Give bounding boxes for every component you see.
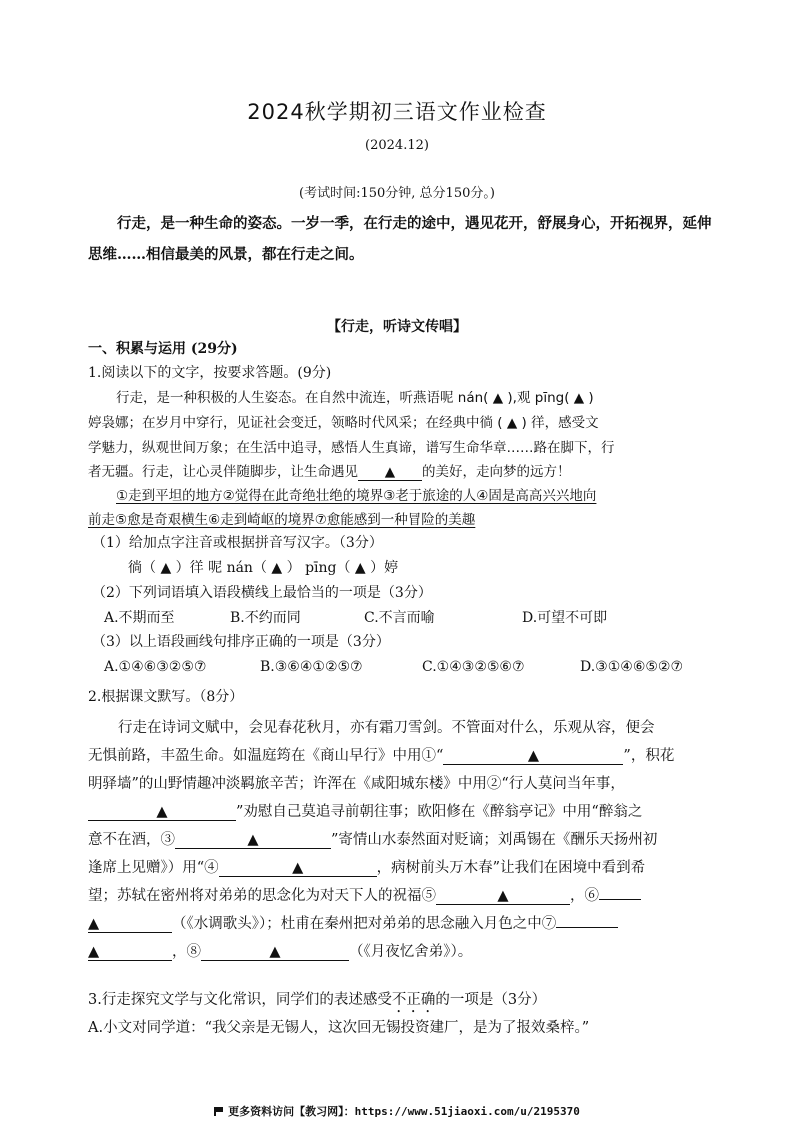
q2-blank-4[interactable]: ▲ xyxy=(219,860,377,877)
q2-line-7 xyxy=(88,884,641,905)
footer-text[interactable]: 更多资料访问【教习网】：https://www.51jiaoxi.com/u/2195370 xyxy=(228,1105,580,1118)
q2-line-6 xyxy=(88,856,645,877)
q1-sub2-option-a[interactable]: A.不期而至 xyxy=(104,610,175,626)
q1-passage-line-4 xyxy=(88,460,571,481)
q1-sub3-option-b[interactable]: B.③⑥④①②⑤⑦ xyxy=(260,659,363,675)
q2-line6-text-b: ，病树前头万木春”让我们在困境中看到希 xyxy=(376,860,646,876)
q2-blank-8[interactable]: ▲ xyxy=(201,944,349,961)
q2-line-8 xyxy=(88,912,618,933)
q2-line8-text: （《水调歌头》）；杜甫在秦州把对弟弟的思念融入月色之中⑦ xyxy=(172,916,557,932)
q1-passage-line-3: 学魅力，纵观世间万象；在生活中追寻，感悟人生真谛，谱写生命华章……路在脚下，行 xyxy=(88,440,615,456)
q2-line9-text-a: ，⑧ xyxy=(172,944,201,960)
q2-line-4 xyxy=(88,800,642,821)
q2-line2-text-a: 无惧前路，丰盈生命。如温庭筠在《商山早行》中用①“ xyxy=(88,748,444,764)
q2-line-1: 行走在诗词文赋中，会见春花秋月，亦有霜刀雪剑。不管面对什么，乐观从容，便会 xyxy=(118,720,655,736)
q2-blank-1[interactable]: ▲ xyxy=(443,748,623,765)
q1-sub3-option-d[interactable]: D.③①④⑥⑤②⑦ xyxy=(580,659,684,675)
q1-underlined-line-1: ①走到平坦的地方②觉得在此奇绝壮绝的境界③老于旅途的人④固是高高兴兴地向 xyxy=(116,488,597,504)
q2-blank-6b[interactable]: ▲ xyxy=(88,916,172,933)
exam-info: (考试时间:150分钟, 总分150分。) xyxy=(299,186,495,201)
q3-stem-text-b: 的一项是（3分） xyxy=(435,992,547,1008)
q1-sub2-option-d[interactable]: D.可望不可即 xyxy=(522,610,608,626)
page-title: 2024秋学期初三语文作业检查 xyxy=(247,100,547,124)
q2-line9-text-b: （《月夜忆舍弟》）。 xyxy=(349,944,473,960)
q2-blank-6a[interactable] xyxy=(599,899,641,900)
q2-line5-text-b: ”寄情山水泰然面对贬谪；刘禹锡在《酬乐天扬州初 xyxy=(331,832,658,848)
q2-blank-7b[interactable]: ▲ xyxy=(88,944,172,961)
q3-option-a[interactable]: A.小文对同学道：“我父亲是无锡人，这次回无锡投资建厂，是为了报效桑梓。” xyxy=(88,1020,590,1036)
q3-stem-text-a: 3.行走探究文学与文化常识，同学们的表述感受 xyxy=(88,992,392,1008)
q2-line5-text-a: 意不在酒，③ xyxy=(88,832,175,848)
q1-sub3-option-a[interactable]: A.①④⑥③②⑤⑦ xyxy=(104,659,207,675)
q2-line-3: 明驿墙”的山野情趣冲淡羁旅辛苦；许浑在《咸阳城东楼》中用②“行人莫问当年事， xyxy=(88,776,625,792)
q2-line7-text-a: 望；苏轼在密州将对弟弟的思念化为对天下人的祝福⑤ xyxy=(88,888,436,904)
q1-sub2: （2）下列词语填入语段横线上最恰当的一项是（3分） xyxy=(92,585,432,601)
part-heading: 一、积累与运用 (29分) xyxy=(88,341,238,357)
q3-stem xyxy=(88,988,546,1016)
q1-stem: 1.阅读以下的文字，按要求答题。(9分) xyxy=(88,365,332,381)
q2-stem: 2.根据课文默写。（8分） xyxy=(88,689,244,705)
q2-line-9 xyxy=(88,940,472,961)
q1-sub3: （3）以上语段画线句排序正确的一项是（3分） xyxy=(92,634,390,650)
exam-date: (2024.12) xyxy=(365,138,429,153)
q3-stem-emphasis: 不正确 xyxy=(391,992,436,1008)
q2-blank-5[interactable]: ▲ xyxy=(436,888,570,905)
q1-fill-blank[interactable]: ▲ xyxy=(358,464,422,481)
q1-passage-line-1: 行走，是一种积极的人生姿态。在自然中流连，听燕语呢 nán( ▲ ),观 pīng( ▲ ) xyxy=(116,390,594,406)
q1-line4-text-b: 的美好，走向梦的远方！ xyxy=(422,464,571,480)
q2-blank-2[interactable]: ▲ xyxy=(88,804,236,821)
q1-sub2-option-b[interactable]: B.不约而同 xyxy=(230,610,301,626)
q2-blank-3[interactable]: ▲ xyxy=(175,832,331,849)
q1-sub1: （1）给加点字注音或根据拼音写汉字。（3分） xyxy=(92,535,383,551)
q1-sub1-items: 徜（ ▲ ）徉 呢 nán（ ▲ ） pīng（ ▲ ）婷 xyxy=(128,560,399,576)
q2-line2-text-b: ”，积花 xyxy=(623,748,675,764)
q2-line6-text-a: 逢席上见赠》）用“④ xyxy=(88,860,219,876)
footer-link[interactable] xyxy=(0,1103,794,1119)
q2-line4-text: ”劝慰自己莫追寻前朝往事；欧阳修在《醉翁亭记》中用“醉翁之 xyxy=(236,804,643,820)
q1-sub3-option-c[interactable]: C.①④③②⑤⑥⑦ xyxy=(422,659,525,675)
q2-blank-7a[interactable] xyxy=(556,927,618,928)
q1-passage-line-2: 婷袅娜；在岁月中穿行，见证社会变迁，领略时代风采；在经典中徜 ( ▲ ) 徉，感受文 xyxy=(88,415,599,431)
q1-underlined-line-2: 前走⑤愈是奇艰横生⑥走到崎岖的境界⑦愈能感到一种冒险的美趣 xyxy=(88,512,476,528)
q2-line7-text-b: ，⑥ xyxy=(570,888,599,904)
q1-sub2-option-c[interactable]: C.不言而喻 xyxy=(364,610,435,626)
q2-line-5 xyxy=(88,828,657,849)
q1-line4-text-a: 者无疆。行走，让心灵伴随脚步，让生命遇见 xyxy=(88,464,358,480)
intro-paragraph: 行走，是一种生命的姿态。一岁一季，在行走的途中，遇见花开，舒展身心，开拓视界，延伸思维……相信最美的风景，都在行走之间。 xyxy=(88,215,712,263)
q2-line-2 xyxy=(88,744,674,765)
section-heading: 【行走，听诗文传唱】 xyxy=(327,319,467,335)
flag-icon xyxy=(214,1107,224,1116)
